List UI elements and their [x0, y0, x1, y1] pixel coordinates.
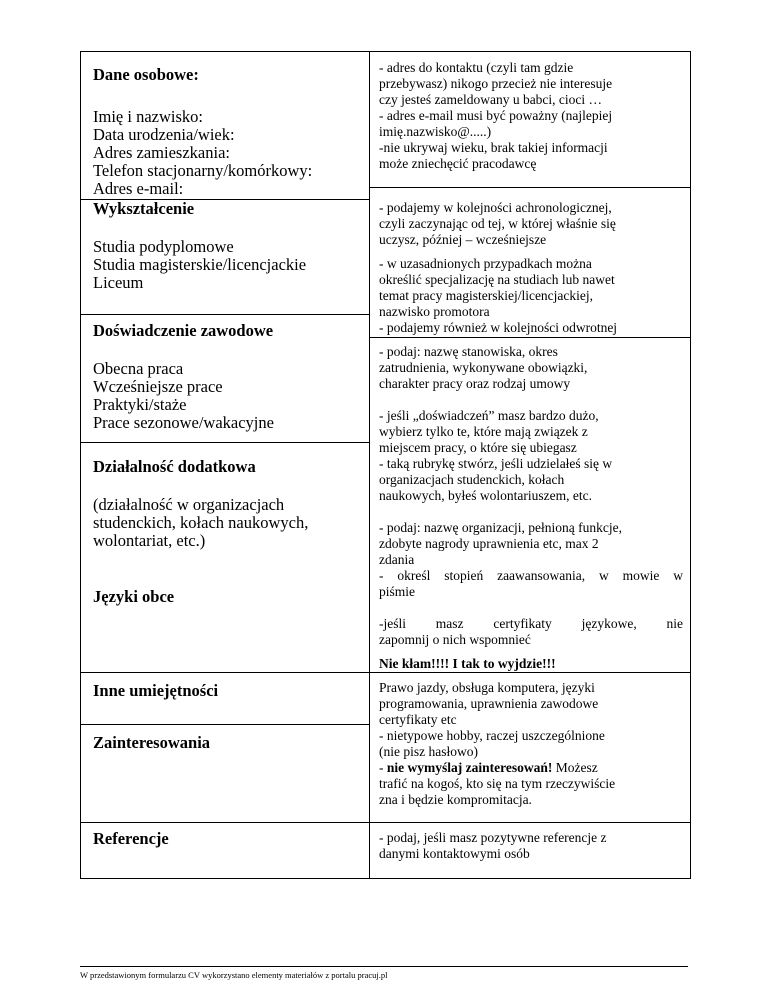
- dzialalnosc-tip: organizacjach studenckich, kołach: [379, 472, 565, 487]
- jezyki-warning: Nie kłam!!!! I tak to wyjdzie!!!: [379, 656, 556, 671]
- zainteresowania-tip: - nietypowe hobby, raczej uszczególnione: [379, 728, 605, 743]
- doswiadczenie-tip: zatrudnienia, wykonywane obowiązki,: [379, 360, 588, 375]
- referencje-tip: danymi kontaktowymi osób: [379, 846, 530, 861]
- dzialalnosc-note: wolontariat, etc.): [93, 531, 206, 550]
- divider: [81, 672, 369, 673]
- dane-field-phone: Telefon stacjonarny/komórkowy:: [93, 161, 313, 180]
- doswiadczenie-tip: - jeśli „doświadczeń” masz bardzo dużo,: [379, 408, 599, 423]
- inne-tip: programowania, uprawnienia zawodowe: [379, 696, 599, 711]
- dzialalnosc-heading: Działalność dodatkowa: [93, 457, 256, 476]
- referencje-heading: Referencje: [93, 829, 169, 848]
- jezyki-tip: piśmie: [379, 584, 415, 599]
- dane-tip: czy jesteś zameldowany u babci, cioci …: [379, 92, 603, 107]
- dzialalnosc-note: studenckich, kołach naukowych,: [93, 513, 309, 532]
- doswiadczenie-tip: - podajemy również w kolejności odwrotnej: [379, 320, 618, 335]
- divider: [81, 442, 369, 443]
- doswiadczenie-item: Prace sezonowe/wakacyjne: [93, 413, 274, 432]
- dane-field-birthdate: Data urodzenia/wiek:: [93, 125, 235, 144]
- wyksztalcenie-tip: czyli zaczynając od tej, w której właśnie się: [379, 216, 616, 231]
- wyksztalcenie-item: Liceum: [93, 273, 144, 292]
- wyksztalcenie-tip: uczysz, później – wcześniejsze: [379, 232, 547, 247]
- dzialalnosc-tip: - podaj: nazwę organizacji, pełnioną funkcje,: [379, 520, 623, 535]
- footer-divider: [80, 966, 688, 967]
- wyksztalcenie-item: Studia magisterskie/licencjackie: [93, 255, 307, 274]
- jezyki-heading: Języki obce: [93, 587, 175, 606]
- divider: [370, 187, 690, 188]
- doswiadczenie-item: Wcześniejsze prace: [93, 377, 223, 396]
- wyksztalcenie-item: Studia podyplomowe: [93, 237, 234, 256]
- divider: [370, 672, 690, 673]
- dane-field-name: Imię i nazwisko:: [93, 107, 203, 126]
- dane-osobowe-heading: Dane osobowe:: [93, 65, 199, 84]
- zainteresowania-tip-2: [379, 760, 683, 776]
- zainteresowania-tip: trafić na kogoś, kto się na tym rzeczywiście: [379, 776, 616, 791]
- tip-bold: nie wymyślaj zainteresowań!: [386, 760, 553, 775]
- wyksztalcenie-heading: Wykształcenie: [93, 199, 195, 218]
- zainteresowania-tip: (nie pisz hasłowo): [379, 744, 478, 759]
- doswiadczenie-item: Praktyki/staże: [93, 395, 187, 414]
- jezyki-tip: -jeśli masz certyfikaty językowe, nie: [379, 616, 683, 631]
- divider: [370, 337, 690, 338]
- dane-tip: przebywasz) nikogo przecież nie interesuje: [379, 76, 613, 91]
- inne-umiejetnosci-heading: Inne umiejętności: [93, 681, 219, 700]
- divider: [81, 822, 369, 823]
- wyksztalcenie-tip: określić specjalizację na studiach lub nawet: [379, 272, 615, 287]
- tip-rest: Możesz: [552, 760, 598, 775]
- dane-tip: -nie ukrywaj wieku, brak takiej informacji: [379, 140, 608, 155]
- doswiadczenie-tip: wybierz tylko te, które mają związek z: [379, 424, 588, 439]
- left-column: [81, 52, 370, 879]
- dane-tip: - adres do kontaktu (czyli tam gdzie: [379, 60, 574, 75]
- zainteresowania-heading: Zainteresowania: [93, 733, 211, 752]
- inne-tip: certyfikaty etc: [379, 712, 457, 727]
- zainteresowania-tip: zna i będzie kompromitacja.: [379, 792, 532, 807]
- jezyki-tip: - określ stopień zaawansowania, w mowie w: [379, 568, 683, 583]
- dane-tip: może zniechęcić pracodawcę: [379, 156, 537, 171]
- wyksztalcenie-tip: - w uzasadnionych przypadkach można: [379, 256, 592, 271]
- divider: [81, 724, 369, 725]
- dzialalnosc-tip: - taką rubrykę stwórz, jeśli udzielałeś się w: [379, 456, 613, 471]
- doswiadczenie-tip: miejscem pracy, o które się ubiegasz: [379, 440, 577, 455]
- doswiadczenie-heading: Doświadczenie zawodowe: [93, 321, 274, 340]
- dane-tip: - adres e-mail musi być poważny (najlepiej: [379, 108, 613, 123]
- wyksztalcenie-tip: - podajemy w kolejności achronologicznej,: [379, 200, 612, 215]
- jezyki-tip: zapomnij o nich wspomnieć: [379, 632, 531, 647]
- divider: [81, 314, 369, 315]
- tip-prefix: -: [379, 760, 387, 775]
- inne-tip: Prawo jazdy, obsługa komputera, języki: [379, 680, 595, 695]
- dzialalnosc-note: (działalność w organizacjach: [93, 495, 285, 514]
- wyksztalcenie-tip: nazwisko promotora: [379, 304, 490, 319]
- referencje-tip: - podaj, jeśli masz pozytywne referencje z: [379, 830, 607, 845]
- cv-guide-table: [80, 51, 691, 879]
- dane-field-email: Adres e-mail:: [93, 179, 184, 198]
- dane-tip: imię.nazwisko@.....): [379, 124, 492, 139]
- dzialalnosc-tip: naukowych, byłeś wolontariuszem, etc.: [379, 488, 592, 503]
- doswiadczenie-tip: - podaj: nazwę stanowiska, okres: [379, 344, 558, 359]
- dzialalnosc-tip: zdania: [379, 552, 415, 567]
- divider: [370, 822, 690, 823]
- dane-field-address: Adres zamieszkania:: [93, 143, 230, 162]
- dzialalnosc-tip: zdobyte nagrody uprawnienia etc, max 2: [379, 536, 599, 551]
- footer-note: W przedstawionym formularzu CV wykorzystano elementy materiałów z portalu pracuj.pl: [80, 970, 388, 980]
- doswiadczenie-item: Obecna praca: [93, 359, 184, 378]
- right-column: [370, 52, 691, 879]
- doswiadczenie-tip: charakter pracy oraz rodzaj umowy: [379, 376, 571, 391]
- wyksztalcenie-tip: temat pracy magisterskiej/licencjackiej,: [379, 288, 594, 303]
